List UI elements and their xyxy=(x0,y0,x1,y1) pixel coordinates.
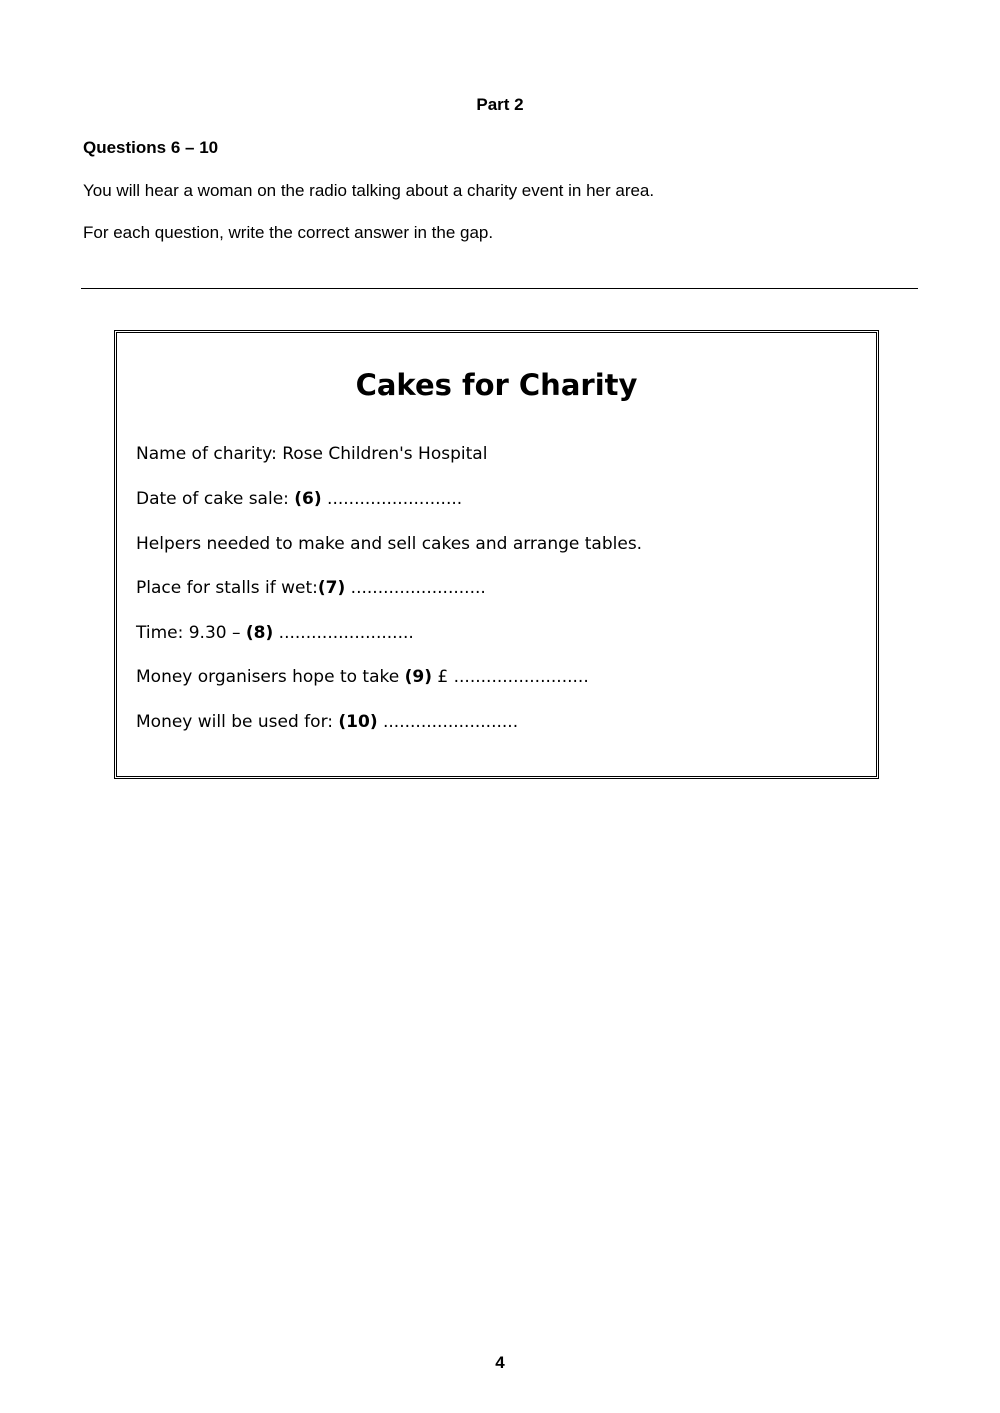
questions-range: Questions 6 – 10 xyxy=(83,138,219,157)
question-8-gap[interactable]: ......................... xyxy=(273,623,414,643)
question-9-label: Money organisers hope to take xyxy=(136,667,405,687)
question-10-gap[interactable]: ......................... xyxy=(377,712,519,732)
question-8-line xyxy=(136,622,414,644)
question-10-label: Money will be used for: xyxy=(136,712,339,732)
helpers-line: Helpers needed to make and sell cakes and arrange tables. xyxy=(136,534,643,554)
question-7-line xyxy=(136,577,486,599)
question-6-line xyxy=(136,488,462,510)
question-10-number: (10) xyxy=(338,712,378,732)
section-divider xyxy=(81,288,918,289)
question-9-gap[interactable]: £ ......................... xyxy=(432,667,589,687)
question-6-gap[interactable]: ......................... xyxy=(321,489,463,509)
instruction-listening: You will hear a woman on the radio talking about a charity event in her area. xyxy=(83,181,655,200)
question-10-line xyxy=(136,711,518,733)
notes-form xyxy=(114,330,879,779)
charity-name-line: Name of charity: Rose Children's Hospital xyxy=(136,444,488,464)
question-7-number: (7) xyxy=(317,578,346,598)
question-6-label: Date of cake sale: xyxy=(136,489,295,509)
page-number: 4 xyxy=(495,1353,505,1372)
question-7-gap[interactable]: ......................... xyxy=(345,578,486,598)
question-6-number: (6) xyxy=(294,489,322,509)
instruction-answer: For each question, write the correct answer in the gap. xyxy=(83,223,494,242)
question-8-label: Time: 9.30 – xyxy=(136,623,246,643)
question-7-label: Place for stalls if wet: xyxy=(136,578,318,598)
part-title: Part 2 xyxy=(476,95,524,114)
question-8-number: (8) xyxy=(245,623,274,643)
question-9-line xyxy=(136,666,589,688)
form-title: Cakes for Charity xyxy=(355,368,638,402)
question-9-number: (9) xyxy=(404,667,432,687)
